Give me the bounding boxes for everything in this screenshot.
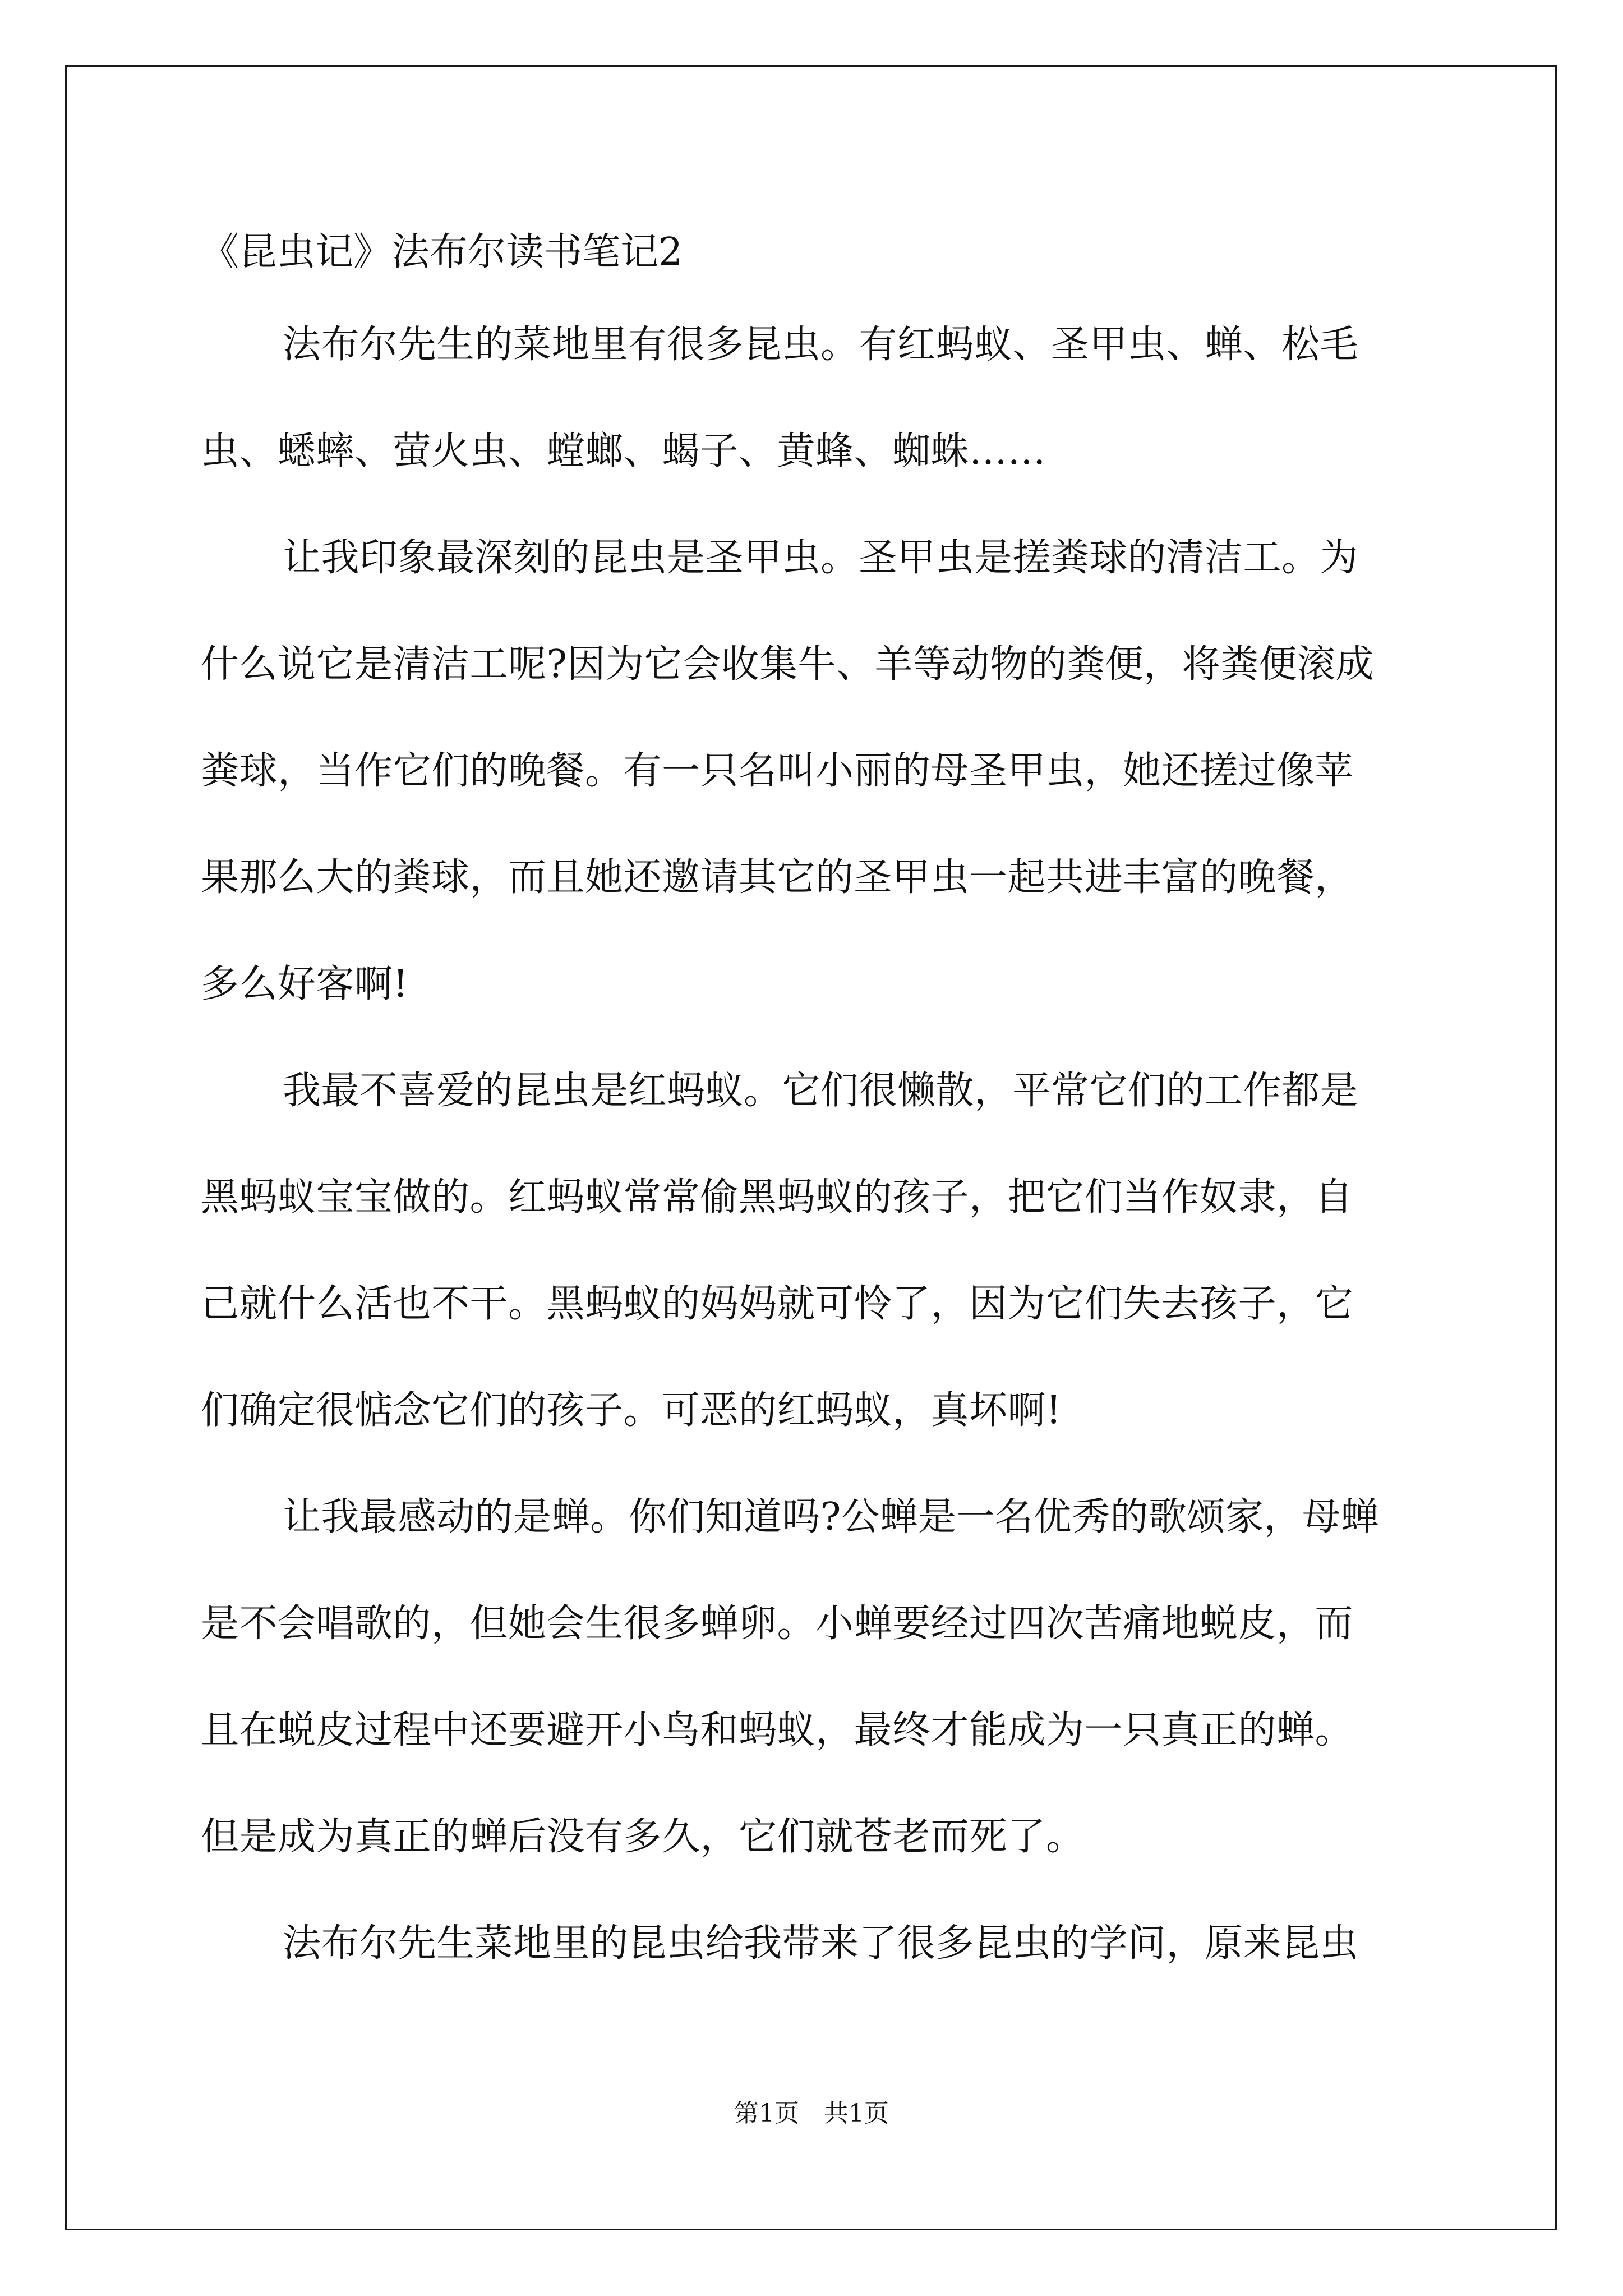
- paragraph-line: 我最不喜爱的昆虫是红蚂蚁。它们很懒散，平常它们的工作都是: [283, 1069, 1359, 1113]
- paragraph-line: 什么说它是清洁工呢?因为它会收集牛、羊等动物的粪便，将粪便滚成: [201, 642, 1374, 687]
- paragraph-insect-list: [201, 292, 1435, 505]
- document-title: 《昆虫记》法布尔读书笔记2: [201, 230, 683, 274]
- paragraph-conclusion: [201, 1890, 1435, 1997]
- paragraph-line: 粪球，当作它们的晚餐。有一只名叫小丽的母圣甲虫，她还搓过像苹: [201, 749, 1354, 793]
- paragraph-cicada: [201, 1464, 1435, 1890]
- paragraph-line: 们确定很惦念它们的孩子。可恶的红蚂蚁，真坏啊!: [201, 1388, 1062, 1433]
- paragraph-line: 是不会唱歌的，但她会生很多蝉卵。小蝉要经过四次苦痛地蜕皮，而: [201, 1602, 1354, 1646]
- paragraph-line: 多么好客啊!: [201, 962, 409, 1006]
- paragraph-line: 法布尔先生菜地里的昆虫给我带来了很多昆虫的学问，原来昆虫: [283, 1921, 1359, 1966]
- paragraph-red-ant: [201, 1038, 1435, 1464]
- paragraph-line: 虫、蟋蟀、萤火虫、螳螂、蝎子、黄蜂、蜘蛛……: [201, 429, 1046, 473]
- paragraph-line: 法布尔先生的菜地里有很多昆虫。有红蚂蚁、圣甲虫、蝉、松毛: [283, 323, 1359, 367]
- paragraph-line: 让我印象最深刻的昆虫是圣甲虫。圣甲虫是搓粪球的清洁工。为: [283, 536, 1359, 580]
- paragraph-line: 让我最感动的是蝉。你们知道吗?公蝉是一名优秀的歌颂家，母蝉: [283, 1495, 1379, 1539]
- document-body: [201, 213, 1435, 1997]
- paragraph-line: 己就什么活也不干。黑蚂蚁的妈妈就可怜了，因为它们失去孩子，它: [201, 1282, 1354, 1326]
- paragraph-line: 黑蚂蚁宝宝做的。红蚂蚁常常偷黑蚂蚁的孩子，把它们当作奴隶，自: [201, 1175, 1354, 1220]
- paragraph-line: 且在蜕皮过程中还要避开小鸟和蚂蚁，最终才能成为一只真正的蝉。: [201, 1708, 1354, 1752]
- paragraph-line: 但是成为真正的蝉后没有多久，它们就苍老而死了。: [201, 1815, 1085, 1859]
- paragraph-line: 果那么大的粪球，而且她还邀请其它的圣甲虫一起共进丰富的晚餐，: [201, 855, 1354, 900]
- paragraph-scarab: [201, 505, 1435, 1038]
- page-number-footer: 第1页 共1页: [734, 2099, 889, 2128]
